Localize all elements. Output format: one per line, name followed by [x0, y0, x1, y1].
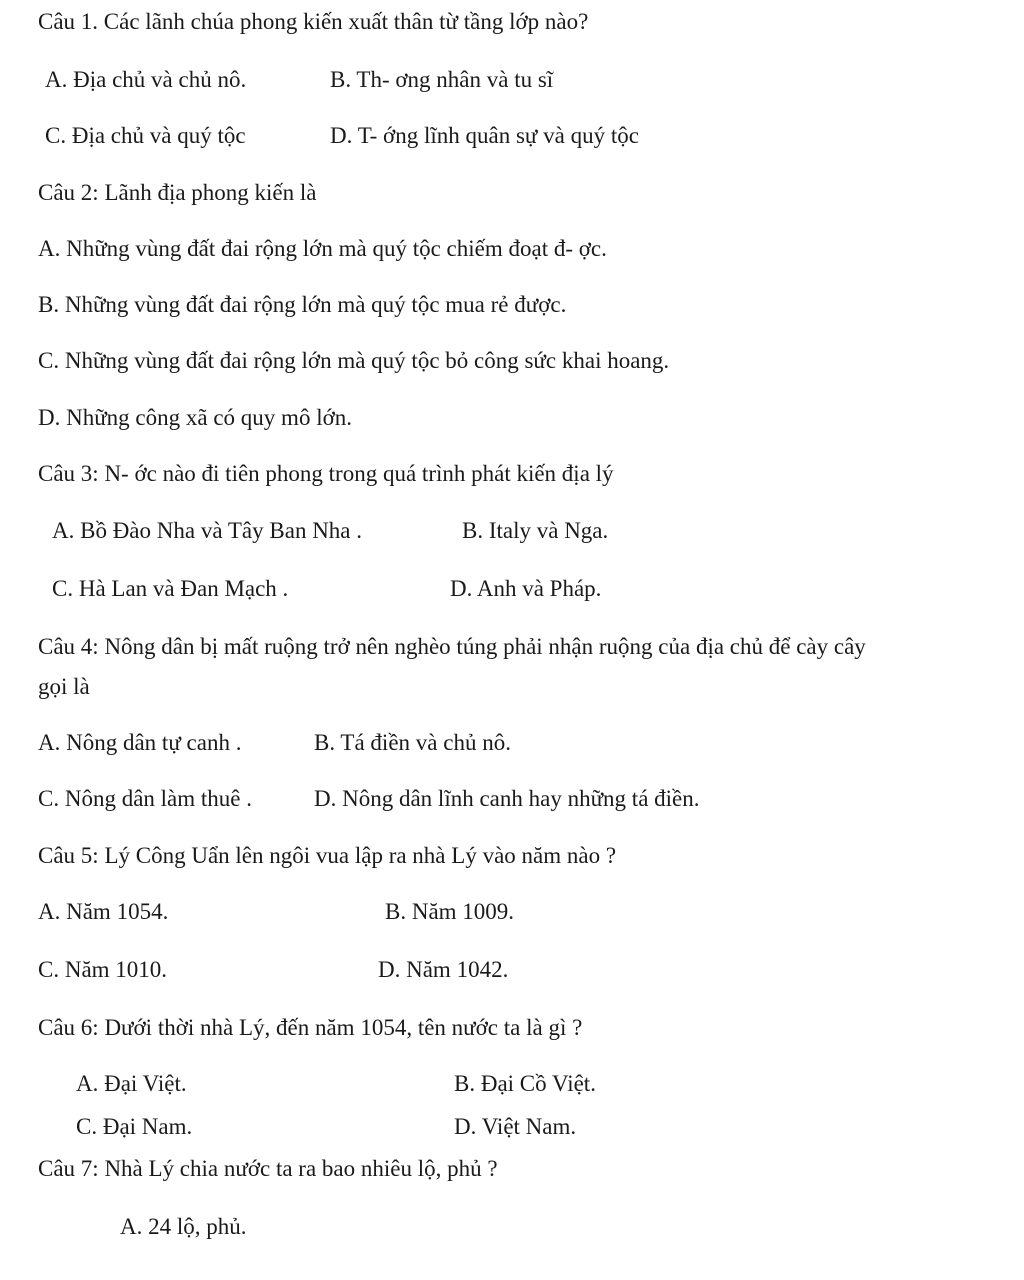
q1-option-b: B. Th- ơng nhân và tu sĩ [330, 67, 554, 92]
q5-option-d: D. Năm 1042. [378, 957, 509, 982]
q5-option-a: A. Năm 1054. [38, 899, 169, 924]
q4-option-d: D. Nông dân lĩnh canh hay những tá điền. [314, 786, 700, 811]
q1-option-c: C. Địa chủ và quý tộc [45, 123, 246, 148]
q6-option-d: D. Việt Nam. [454, 1114, 577, 1139]
q6-option-b: B. Đại Cồ Việt. [454, 1071, 596, 1096]
q6-option-c: C. Đại Nam. [76, 1114, 193, 1139]
q4-option-a: A. Nông dân tự canh . [38, 730, 242, 755]
q3-question: Câu 3: N- ớc nào đi tiên phong trong quá trình phát kiến địa lý [38, 461, 614, 486]
q4-option-b: B. Tá điền và chủ nô. [314, 730, 511, 755]
q2-option-c: C. Những vùng đất đai rộng lớn mà quý tộc bỏ công sức khai hoang. [38, 348, 670, 373]
q2-option-a: A. Những vùng đất đai rộng lớn mà quý tộc chiếm đoạt đ- ợc. [38, 236, 607, 261]
q6-option-a: A. Đại Việt. [76, 1071, 187, 1096]
q7-option-a: A. 24 lộ, phủ. [120, 1214, 247, 1239]
q5-option-b: B. Năm 1009. [385, 899, 515, 924]
q7-question: Câu 7: Nhà Lý chia nước ta ra bao nhiêu lộ, phủ ? [38, 1156, 498, 1181]
q3-option-b: B. Italy và Nga. [462, 518, 609, 543]
q3-option-c: C. Hà Lan và Đan Mạch . [52, 576, 289, 601]
q2-option-d: D. Những công xã có quy mô lớn. [38, 405, 353, 430]
q5-question: Câu 5: Lý Công Uẩn lên ngôi vua lập ra nhà Lý vào năm nào ? [38, 843, 617, 868]
q1-question: Câu 1. Các lãnh chúa phong kiến xuất thân từ tầng lớp nào? [38, 9, 589, 34]
q3-option-d: D. Anh và Pháp. [450, 576, 602, 601]
q4-question-line2: gọi là [38, 674, 90, 699]
q4-option-c: C. Nông dân làm thuê . [38, 786, 252, 811]
q4-question-line1: Câu 4: Nông dân bị mất ruộng trở nên nghèo túng phải nhận ruộng của địa chủ để cày cây [38, 634, 866, 659]
q3-option-a: A. Bồ Đào Nha và Tây Ban Nha . [52, 518, 363, 543]
q5-option-c: C. Năm 1010. [38, 957, 168, 982]
q1-option-a: A. Địa chủ và chủ nô. [45, 67, 247, 92]
q6-question: Câu 6: Dưới thời nhà Lý, đến năm 1054, tên nước ta là gì ? [38, 1015, 583, 1040]
q2-question: Câu 2: Lãnh địa phong kiến là [38, 180, 317, 205]
q2-option-b: B. Những vùng đất đai rộng lớn mà quý tộc mua rẻ được. [38, 292, 567, 317]
q1-option-d: D. T- ớng lĩnh quân sự và quý tộc [330, 123, 639, 148]
